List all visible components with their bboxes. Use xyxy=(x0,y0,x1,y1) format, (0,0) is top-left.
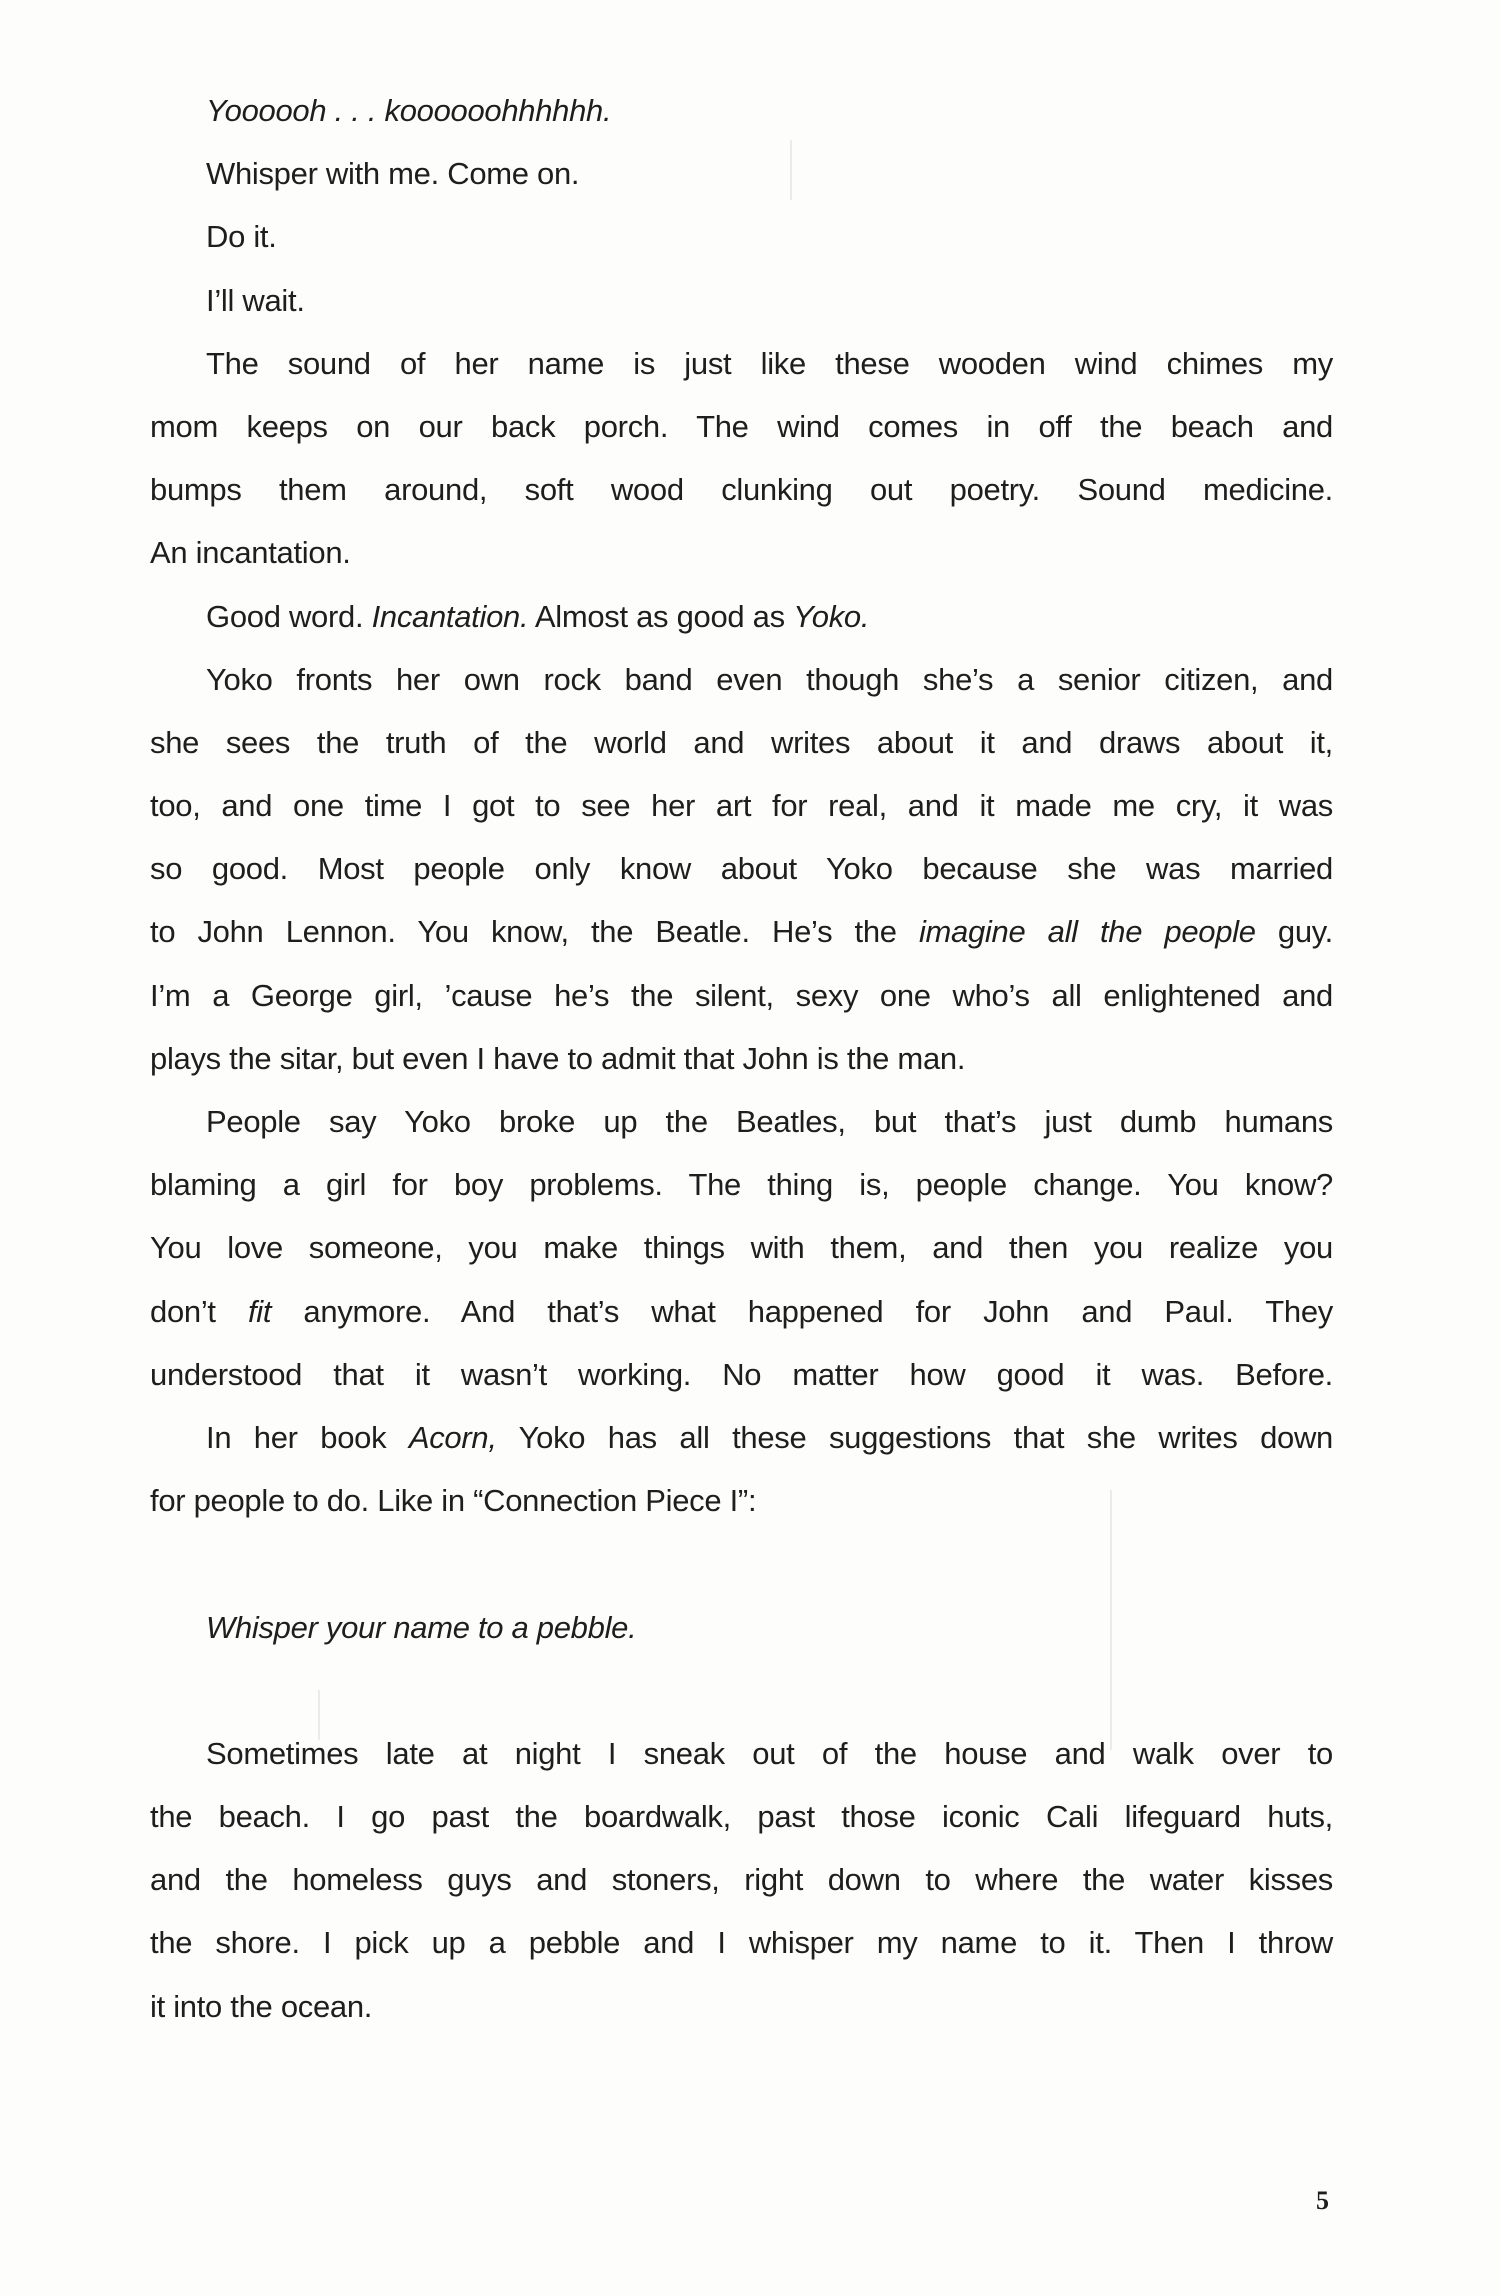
text-segment: and the homeless guys and stoners, right down to where the water kisses xyxy=(150,1862,1333,1898)
text-segment: to John Lennon. You know, the Beatle. He’s the xyxy=(150,914,919,950)
text-line xyxy=(150,1343,1333,1406)
italic-text: Whisper your name to a pebble. xyxy=(206,1609,637,1645)
text-segment: too, and one time I got to see her art for real, and it made me cry, it was xyxy=(150,788,1333,824)
text-line xyxy=(150,711,1333,774)
text-line xyxy=(150,79,1333,142)
page-number: 5 xyxy=(1316,2186,1329,2215)
text-line xyxy=(150,900,1333,963)
text-line xyxy=(150,964,1333,1027)
text-segment: for people to do. Like in “Connection Piece I”: xyxy=(150,1483,757,1519)
text-segment: guy. xyxy=(1255,914,1333,950)
text-line xyxy=(150,142,1333,205)
text-segment: Whisper with me. Come on. xyxy=(206,156,580,192)
text-segment: mom keeps on our back porch. The wind comes in off the beach and xyxy=(150,408,1333,444)
text-line xyxy=(150,1153,1333,1216)
text-segment: blaming a girl for boy problems. The thing is, people change. You know? xyxy=(150,1167,1333,1203)
text-segment: don’t xyxy=(150,1293,248,1329)
text-line xyxy=(150,1090,1333,1153)
text-line xyxy=(150,1911,1333,1974)
text-line xyxy=(150,269,1333,332)
text-line xyxy=(150,1596,1333,1659)
text-segment: the shore. I pick up a pebble and I whisper my name to it. Then I throw xyxy=(150,1925,1333,1961)
text-segment: You love someone, you make things with them, and then you realize you xyxy=(150,1230,1333,1266)
text-line xyxy=(150,585,1333,648)
blank-line xyxy=(150,1659,1333,1722)
text-line xyxy=(150,1469,1333,1532)
italic-text: Yoooooh . . . koooooohhhhhh. xyxy=(206,93,612,128)
text-segment: Do it. xyxy=(206,219,277,255)
italic-text: Incantation. xyxy=(371,598,529,634)
text-segment: it into the ocean. xyxy=(150,1988,373,2024)
text-segment: understood that it wasn’t working. No matter how good it was. Before. xyxy=(150,1356,1333,1392)
text-segment: she sees the truth of the world and writes about it and draws about it, xyxy=(150,724,1333,760)
italic-text: fit xyxy=(247,1293,272,1329)
blank-line xyxy=(150,1532,1333,1595)
text-line xyxy=(150,648,1333,711)
text-line xyxy=(150,1027,1333,1090)
text-segment: I’m a George girl, ’cause he’s the silent, sexy one who’s all enlightened and xyxy=(150,977,1333,1013)
text-line xyxy=(150,332,1333,395)
text-segment: Good word. xyxy=(206,598,372,634)
text-segment: Almost as good as xyxy=(528,598,794,634)
text-segment: so good. Most people only know about Yoko because she was married xyxy=(150,851,1333,887)
text-line xyxy=(150,1848,1333,1911)
page-body-text xyxy=(150,79,1333,2038)
text-line xyxy=(150,205,1333,268)
text-line xyxy=(150,1406,1333,1469)
text-segment: The sound of her name is just like these wooden wind chimes my xyxy=(206,345,1333,381)
text-segment: In her book xyxy=(206,1419,409,1455)
text-segment: Yoko fronts her own rock band even though she’s a senior citizen, and xyxy=(206,661,1333,697)
text-line xyxy=(150,395,1333,458)
text-line xyxy=(150,774,1333,837)
text-segment: bumps them around, soft wood clunking out poetry. Sound medicine. xyxy=(150,472,1333,508)
text-segment: I’ll wait. xyxy=(206,282,305,318)
text-line xyxy=(150,458,1333,521)
text-segment: Sometimes late at night I sneak out of the house and walk over to xyxy=(206,1735,1333,1771)
italic-text: Yoko. xyxy=(793,598,870,634)
text-segment: An incantation. xyxy=(150,535,351,571)
text-line xyxy=(150,1280,1333,1343)
italic-text: Acorn, xyxy=(408,1419,497,1455)
italic-text: imagine all the people xyxy=(918,914,1256,950)
text-segment: anymore. And that’s what happened for John and Paul. They xyxy=(271,1293,1333,1329)
text-line xyxy=(150,521,1333,584)
text-segment: People say Yoko broke up the Beatles, but that’s just dumb humans xyxy=(206,1104,1333,1139)
text-line xyxy=(150,1975,1333,2038)
text-segment: plays the sitar, but even I have to admit that John is the man. xyxy=(150,1040,966,1076)
text-line xyxy=(150,1722,1333,1785)
text-line xyxy=(150,1785,1333,1848)
text-segment: the beach. I go past the boardwalk, past those iconic Cali lifeguard huts, xyxy=(150,1799,1333,1835)
text-segment: Yoko has all these suggestions that she writes down xyxy=(496,1419,1333,1455)
text-line xyxy=(150,1216,1333,1279)
text-line xyxy=(150,837,1333,900)
